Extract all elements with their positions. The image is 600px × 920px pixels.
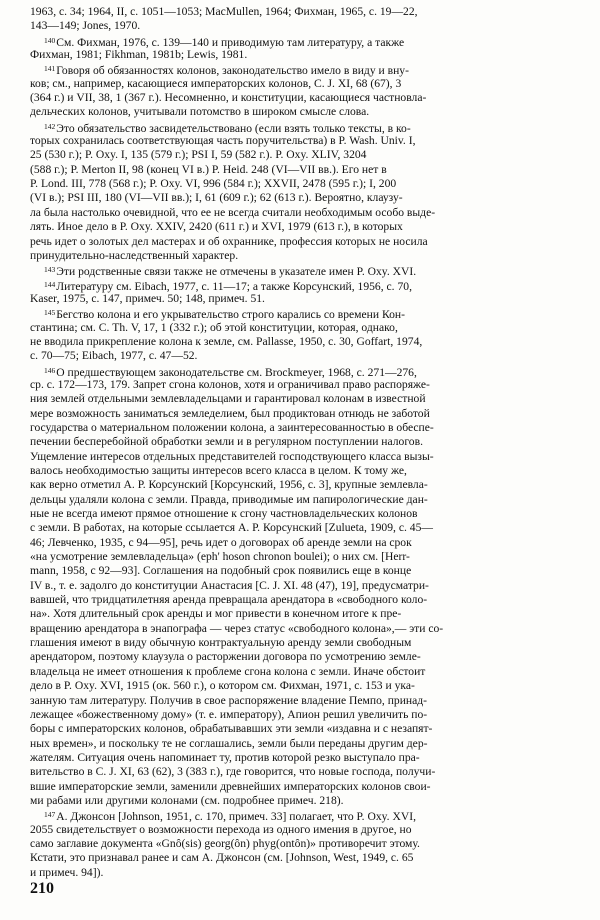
line-text: глашения имеют в виду обычную контрактуальную аренду земли свободным bbox=[30, 636, 412, 650]
footnote-line bbox=[30, 665, 570, 679]
footnote-line bbox=[30, 794, 570, 808]
footnote-number: 145 bbox=[44, 308, 56, 318]
line-text: лять. Иное дело в P. Oxy. XXIV, 2420 (611 г.) и XVI, 1979 (613 г.), в которых bbox=[30, 220, 403, 234]
footnote-line bbox=[30, 148, 570, 162]
footnote-start-line bbox=[30, 306, 570, 320]
footnote-line bbox=[30, 708, 570, 722]
line-text: мере возможность заниматься земледелием, был продиктован отнюдь не заботой bbox=[30, 406, 430, 420]
line-text: жателям. Ситуация очень напоминает ту, против которой резко выступало пра- bbox=[30, 750, 420, 764]
line-text: ные не всегда имеют прямое отношение к сгону частновладельческих колонов bbox=[30, 507, 418, 521]
footnote-line bbox=[30, 321, 570, 335]
footnote-line bbox=[30, 392, 570, 406]
line-text: занную там литературу. Получив в свое распоряжение владение Пемпо, принад- bbox=[30, 693, 428, 707]
footnote-line bbox=[30, 134, 570, 148]
line-text: с земли. В работах, на которые ссылается А. Р. Корсунский [Zulueta, 1909, с. 45— bbox=[30, 521, 433, 535]
footnote-start-line bbox=[30, 263, 570, 277]
footnote-line bbox=[30, 550, 570, 564]
footnote-line bbox=[30, 493, 570, 507]
line-text: на». Хотя длительный срок аренды и мог привести в конечном итоге к пре- bbox=[30, 607, 402, 621]
footnote-start-line bbox=[30, 364, 570, 378]
line-text: Kaser, 1975, с. 147, примеч. 50; 148, примеч. 51. bbox=[30, 291, 265, 305]
line-text: mann, 1958, с 92—93]. Соглашения на подобный срок появились еще в конце bbox=[30, 564, 412, 578]
line-text: (588 г.); P. Merton II, 98 (конец VI в.) P. Heid. 248 (VI—VII вв.). Его нет в bbox=[30, 162, 387, 176]
footnote-line bbox=[30, 607, 570, 621]
line-text: с. 70—75; Eibach, 1977, с. 47—52. bbox=[30, 349, 198, 363]
line-text: Говоря об обязанностях колонов, законодательство имело в виду и вну- bbox=[56, 64, 409, 78]
footnote-start-line bbox=[30, 120, 570, 134]
line-text: (364 г.) и VII, 38, 1 (367 г.). Несомненно, и конституции, касающиеся частновла- bbox=[30, 91, 427, 105]
footnote-line bbox=[30, 679, 570, 693]
line-text: и примеч. 94]). bbox=[30, 865, 104, 879]
line-text: боры с императорских колонов, обрабатывавших эти земли «издавна и с незапят- bbox=[30, 722, 433, 736]
footnote-line bbox=[30, 737, 570, 751]
footnote-start-line bbox=[30, 278, 570, 292]
line-text: не вводила прикрепление колона к земле, см. Pallasse, 1950, с. 30, Goffart, 1974, bbox=[30, 334, 423, 348]
footnote-line bbox=[30, 349, 570, 363]
footnote-number: 147 bbox=[44, 810, 56, 820]
line-text: P. Lond. III, 778 (568 г.); P. Oxy. VI, 996 (584 г.); XXVII, 2478 (595 г.); I, 200 bbox=[30, 177, 397, 191]
line-text: (VI в.); PSI III, 180 (VI—VII вв.); I, 61 (609 г.); 62 (613 г.). Вероятно, клаузу- bbox=[30, 191, 403, 205]
line-text: речь идет о золотых дел мастерах и об охраннике, профессия которых не носила bbox=[30, 234, 428, 248]
line-text: ми рабами или другими колонами (см. подробнее примеч. 218). bbox=[30, 793, 344, 807]
line-text: Ущемление интересов отдельных представителей господствующего класса вызы- bbox=[30, 449, 434, 463]
footnote-line bbox=[30, 235, 570, 249]
line-text: Литературу см. Eibach, 1977, с. 11—17; а также Корсунский, 1956, с. 70, bbox=[56, 279, 412, 293]
line-text: А. Джонсон [Johnson, 1951, с. 170, примеч. 33] полагает, что P. Oxy. XVI, bbox=[56, 810, 416, 824]
footnote-line bbox=[30, 464, 570, 478]
footnote-line bbox=[30, 48, 570, 62]
footnote-line bbox=[30, 507, 570, 521]
footnote-number: 141 bbox=[44, 64, 56, 74]
footnote-line bbox=[30, 823, 570, 837]
footnote-line bbox=[30, 837, 570, 851]
line-text: 143—149; Jones, 1970. bbox=[30, 19, 141, 33]
footnote-line bbox=[30, 163, 570, 177]
line-text: вращению арендатора в энапографа — через статус «свободного колона»,— эти со- bbox=[30, 621, 444, 635]
footnote-line bbox=[30, 579, 570, 593]
footnote-line bbox=[30, 77, 570, 91]
line-text: «на усмотрение землевладельца» (eph' hoson chronon boulei); о них см. [Herr- bbox=[30, 550, 410, 564]
footnote-start-line bbox=[30, 808, 570, 822]
line-text: печении бесперебойной обработки земли и в регулярном поступлении налогов. bbox=[30, 435, 423, 449]
line-text: государства о материальном положении колона, а заинтересованностью в обеспе- bbox=[30, 420, 434, 434]
line-text: ков; см., например, касающиеся императорских колонов, С. J. XI, 68 (67), 3 bbox=[30, 76, 402, 90]
footnote-line bbox=[30, 220, 570, 234]
footnote-line bbox=[30, 694, 570, 708]
footnote-number: 142 bbox=[44, 121, 56, 131]
footnote-line bbox=[30, 650, 570, 664]
page-number: 210 bbox=[30, 880, 54, 897]
line-text: само заглавие документа «Gnô(sis) georg(ôn) phyg(ontôn)» противоречит этому. bbox=[30, 836, 420, 850]
footnote-start-line bbox=[30, 62, 570, 76]
line-text: 46; Левченко, 1935, с 94—95], речь идет о договорах об аренде земли на срок bbox=[30, 535, 412, 549]
line-text: О предшествующем законодательстве см. Brockmeyer, 1968, с. 271—276, bbox=[56, 365, 417, 379]
footnote-line bbox=[30, 593, 570, 607]
line-text: стантина; см. С. Th. V, 17, 1 (332 г.); об этой конституции, которая, однако, bbox=[30, 320, 398, 334]
footnote-number: 140 bbox=[44, 35, 56, 45]
line-text: лежащее «божественному дому» (т. е. императору), Апион решил увеличить по- bbox=[30, 707, 428, 721]
line-text: ных времен», и поскольку те не соглашались, земли были переданы другим дер- bbox=[30, 736, 428, 750]
footnote-line bbox=[30, 335, 570, 349]
line-text: 2055 свидетельствует о возможности перехода из одного имения в другое, но bbox=[30, 822, 412, 836]
line-text: 1963, с. 34; 1964, II, с. 1051—1053; MacMullen, 1964; Фихман, 1965, с. 19—22, bbox=[30, 5, 418, 18]
footnote-line bbox=[30, 91, 570, 105]
footnote-line bbox=[30, 450, 570, 464]
footnote-line bbox=[30, 478, 570, 492]
footnote-line bbox=[30, 191, 570, 205]
footnote-line bbox=[30, 851, 570, 865]
footnote-number: 144 bbox=[44, 279, 56, 289]
footnote-line bbox=[30, 636, 570, 650]
footnotes-block bbox=[30, 5, 570, 880]
footnote-line bbox=[30, 780, 570, 794]
footnote-line bbox=[30, 765, 570, 779]
footnote-line bbox=[30, 19, 570, 33]
line-text: Бегство колона и его укрывательство строго карались со времени Кон- bbox=[56, 308, 405, 322]
footnote-line bbox=[30, 435, 570, 449]
footnote-line bbox=[30, 722, 570, 736]
line-text: арендатором, поэтому клаузула о расторжении договора по усмотрению земле- bbox=[30, 650, 421, 664]
footnote-number: 143 bbox=[44, 265, 56, 275]
footnote-line bbox=[30, 105, 570, 119]
line-text: Фихман, 1981; Fikhman, 1981b; Lewis, 1981. bbox=[30, 48, 248, 62]
line-text: ла была настолько очевидной, что ее не всегда считали необходимым особо выде- bbox=[30, 205, 436, 219]
line-text: Это обязательство засвидетельствовано (если взять только тексты, в ко- bbox=[56, 121, 411, 135]
line-text: ния землей отдельными землевладельцами и гарантировал колонам в известной bbox=[30, 392, 426, 406]
footnote-line bbox=[30, 206, 570, 220]
footnote-line bbox=[30, 751, 570, 765]
line-text: См. Фихман, 1976, с. 139—140 и приводимую там литературу, а также bbox=[56, 35, 405, 49]
footnote-line bbox=[30, 521, 570, 535]
footnote-line bbox=[30, 622, 570, 636]
line-text: дельцы удаляли колона с земли. Правда, приводимые им папирологические дан- bbox=[30, 492, 428, 506]
footnote-line bbox=[30, 421, 570, 435]
footnote-line bbox=[30, 292, 570, 306]
footnote-start-line bbox=[30, 34, 570, 48]
footnote-line bbox=[30, 564, 570, 578]
line-text: Эти родственные связи также не отмечены в указателе имен P. Oxy. XVI. bbox=[56, 265, 417, 279]
footnote-line bbox=[30, 407, 570, 421]
line-text: дельческих колонов, учитывали потомство в широком смысле слова. bbox=[30, 105, 370, 119]
footnote-number: 146 bbox=[44, 365, 56, 375]
line-text: владельца не имеет отношения к проблеме сгона колона с земли. Иначе обстоит bbox=[30, 664, 426, 678]
line-text: Кстати, это признавал ранее и сам А. Джонсон (см. [Johnson, West, 1949, с. 65 bbox=[30, 851, 414, 865]
line-text: дело в P. Oxy. XVI, 1915 (ок. 560 г.), о котором см. Фихман, 1971, с. 153 и ука- bbox=[30, 679, 415, 693]
footnote-line bbox=[30, 536, 570, 550]
line-text: вавшей, что тридцатилетняя аренда превращала арендатора в «свободного коло- bbox=[30, 593, 428, 607]
line-text: 25 (530 г.); P. Oxy. I, 135 (579 г.); PSI I, 59 (582 г.). P. Oxy. XLIV, 3204 bbox=[30, 148, 367, 162]
footnote-line bbox=[30, 378, 570, 392]
line-text: как верно отметил А. Р. Корсунский [Корсунский, 1956, с. 3], крупные землевла- bbox=[30, 478, 428, 492]
line-text: ср. с. 172—173, 179. Запрет сгона колонов, хотя и ограничивал право распоряже- bbox=[30, 377, 430, 391]
line-text: принудительно-наследственный характер. bbox=[30, 248, 239, 262]
footnote-line bbox=[30, 249, 570, 263]
footnote-line bbox=[30, 177, 570, 191]
line-text: торых сохранилась соответствующая часть поручительства) в P. Wash. Univ. I, bbox=[30, 134, 416, 148]
line-text: валось необходимостью защиты интересов всего класса в целом. К тому же, bbox=[30, 464, 407, 477]
footnote-line bbox=[30, 866, 570, 880]
line-text: вительство в С. J. XI, 63 (62), 3 (383 г.), где говорится, что новые господа, получи- bbox=[30, 765, 436, 779]
line-text: вшие императорские земли, заменили древнейших императорских колонов свои- bbox=[30, 779, 431, 793]
footnote-line bbox=[30, 5, 570, 19]
line-text: IV в., т. е. задолго до конституции Анастасия [С. J. XI. 48 (47), 19], предусматри- bbox=[30, 578, 429, 592]
